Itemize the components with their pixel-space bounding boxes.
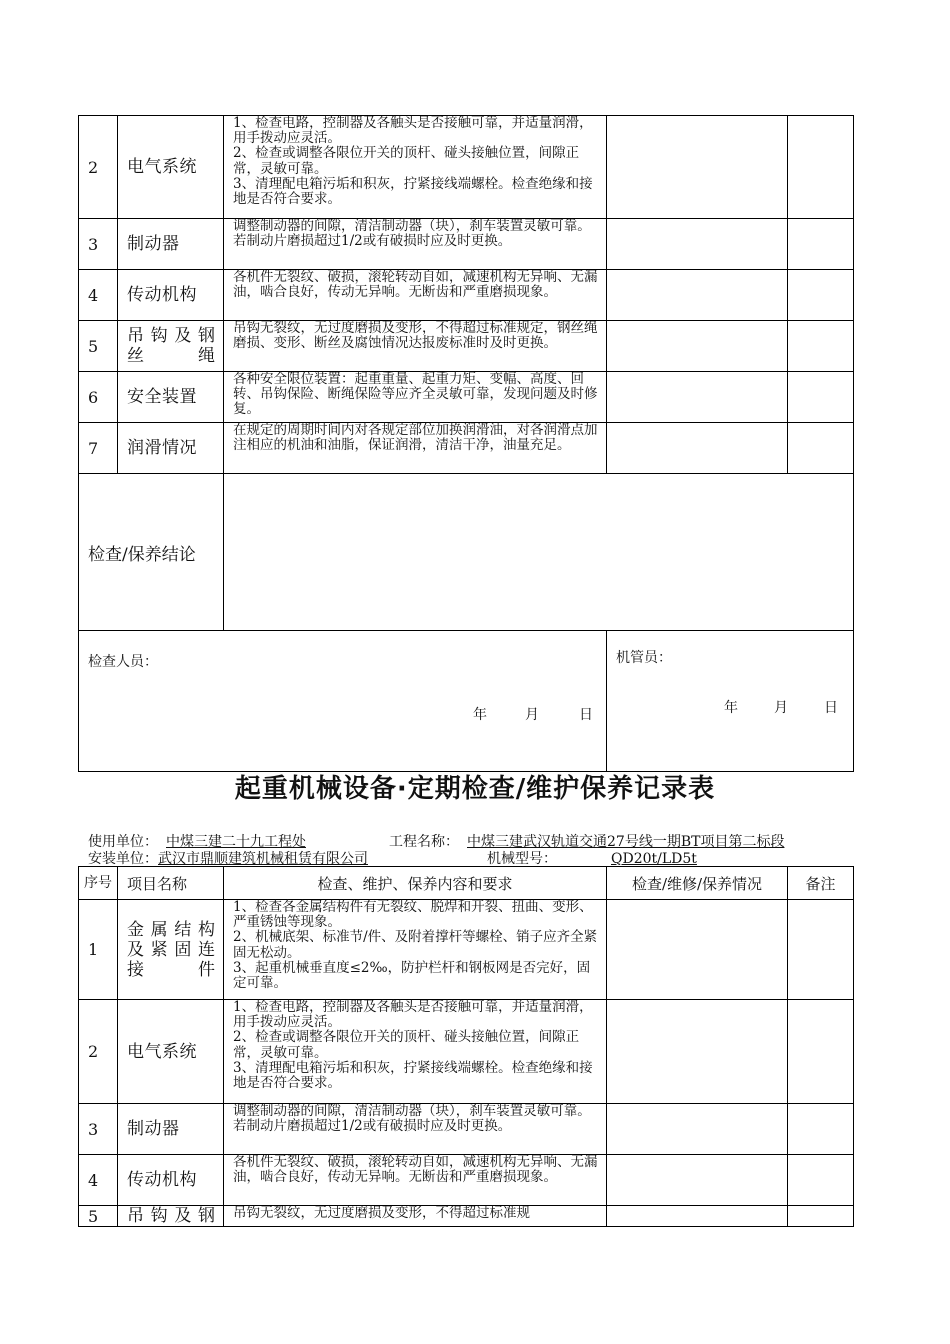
note-field[interactable]	[788, 1000, 854, 1104]
item-name: 传动机构	[118, 1155, 224, 1206]
note-field[interactable]	[788, 1206, 854, 1227]
inspector-cell[interactable]	[79, 631, 607, 772]
inspector-date	[473, 704, 593, 724]
status-field[interactable]	[607, 1104, 788, 1155]
requirement-line: 2、检查或调整各限位开关的顶杆、碰头接触位置，间隙正常，灵敏可靠。	[233, 145, 580, 177]
item-requirements	[224, 1206, 607, 1227]
bottom-inspection-table	[78, 866, 854, 1227]
requirement-line: 调整制动器的间隙，清洁制动器（块），刹车装置灵敏可靠。若制动片磨损超过1/2或有破损时应及时更换。	[233, 1103, 591, 1135]
note-field[interactable]	[788, 423, 854, 474]
item-requirements	[224, 900, 607, 1000]
item-requirements	[224, 219, 607, 270]
table-row	[79, 321, 854, 372]
manager-cell[interactable]	[607, 631, 854, 772]
requirement-line: 调整制动器的间隙，清洁制动器（块），刹车装置灵敏可靠。若制动片磨损超过1/2或有破损时应及时更换。	[233, 218, 591, 250]
row-number: 5	[79, 1206, 118, 1227]
row-number: 6	[79, 372, 118, 423]
status-field[interactable]	[607, 1000, 788, 1104]
inspector-label: 检查人员：	[88, 654, 158, 670]
item-name: 制动器	[118, 219, 224, 270]
row-number: 4	[79, 1155, 118, 1206]
model-label: 机械型号：	[487, 851, 557, 867]
row-number: 2	[79, 116, 118, 219]
item-requirements	[224, 1155, 607, 1206]
date-day: 日	[824, 700, 838, 716]
status-field[interactable]	[607, 423, 788, 474]
header-name: 项目名称	[118, 867, 224, 900]
note-field[interactable]	[788, 900, 854, 1000]
item-name: 金属结构及紧固连接件	[118, 900, 224, 1000]
install-unit-label: 安装单位：	[88, 851, 158, 867]
note-field[interactable]	[788, 219, 854, 270]
item-requirements	[224, 321, 607, 372]
table-row	[79, 423, 854, 474]
conclusion-label: 检查/保养结论	[79, 474, 224, 631]
table-row	[79, 1155, 854, 1206]
note-field[interactable]	[788, 270, 854, 321]
top-inspection-table	[78, 115, 854, 772]
date-day: 日	[579, 707, 593, 723]
item-name: 传动机构	[118, 270, 224, 321]
status-field[interactable]	[607, 1206, 788, 1227]
table-row	[79, 219, 854, 270]
manager-date	[724, 697, 838, 717]
note-field[interactable]	[788, 372, 854, 423]
status-field[interactable]	[607, 321, 788, 372]
note-field[interactable]	[788, 321, 854, 372]
item-requirements	[224, 372, 607, 423]
requirement-line: 3、起重机械垂直度≤2‰，防护栏杆和钢板网是否完好，固定可靠。	[233, 959, 591, 992]
item-name: 安全装置	[118, 372, 224, 423]
model-value: QD20t/LD5t	[611, 851, 697, 867]
table-row	[79, 900, 854, 1000]
item-name: 吊钩及钢丝绳	[118, 321, 224, 372]
install-unit-line	[88, 848, 368, 868]
item-requirements	[224, 270, 607, 321]
item-requirements	[224, 423, 607, 474]
document-title: 起重机械设备·定期检查/维护保养记录表	[234, 774, 716, 804]
requirement-line: 3、清理配电箱污垢和积灰，拧紧接线端螺栓。检查绝缘和接地是否符合要求。	[233, 175, 593, 208]
item-name: 电气系统	[118, 1000, 224, 1104]
item-requirements	[224, 116, 607, 219]
status-field[interactable]	[607, 270, 788, 321]
table-row	[79, 372, 854, 423]
status-field[interactable]	[607, 900, 788, 1000]
table-row	[79, 1206, 854, 1227]
header-status: 检查/维修/保养情况	[607, 867, 788, 900]
status-field[interactable]	[607, 1155, 788, 1206]
requirement-line: 吊钩无裂纹，无过度磨损及变形，不得超过标准规	[233, 1205, 530, 1221]
requirement-line: 各机件无裂纹、破损，滚轮转动自如，减速机构无异响、无漏油，啮合良好，传动无异响。无断齿和严重磨损现象。	[233, 269, 598, 301]
row-number: 3	[79, 219, 118, 270]
header-note: 备注	[788, 867, 854, 900]
item-requirements	[224, 1104, 607, 1155]
model-line	[487, 848, 815, 868]
requirement-line: 各种安全限位装置：起重重量、起重力矩、变幅、高度、回转、吊钩保险、断绳保险等应齐全灵敏可靠，发现问题及时修复。	[233, 371, 598, 418]
requirement-line: 2、检查或调整各限位开关的顶杆、碰头接触位置，间隙正常，灵敏可靠。	[233, 1029, 580, 1061]
item-name: 制动器	[118, 1104, 224, 1155]
row-number: 7	[79, 423, 118, 474]
row-number: 3	[79, 1104, 118, 1155]
date-year: 年	[724, 700, 738, 716]
date-month: 月	[774, 700, 788, 716]
project-value: 中煤三建武汉轨道交通27号线一期BT项目第二标段	[467, 834, 785, 850]
requirement-line: 吊钩无裂纹，无过度磨损及变形，不得超过标准规定，钢丝绳磨损、变形、断丝及腐蚀情况达报废标准时及时更换。	[233, 320, 598, 352]
row-number: 2	[79, 1000, 118, 1104]
status-field[interactable]	[607, 116, 788, 219]
user-unit-value: 中煤三建二十九工程处	[166, 834, 306, 850]
header-no: 序号	[79, 867, 118, 900]
table-row	[79, 116, 854, 219]
requirement-line: 在规定的周期时间内对各规定部位加换润滑油，对各润滑点加注相应的机油和油脂，保证润滑，清洁干净，油量充足。	[233, 422, 598, 454]
row-number: 1	[79, 900, 118, 1000]
project-label: 工程名称：	[389, 834, 459, 850]
user-unit-label: 使用单位：	[88, 834, 158, 850]
table-row	[79, 1000, 854, 1104]
item-name: 润滑情况	[118, 423, 224, 474]
requirement-line: 各机件无裂纹、破损，滚轮转动自如，减速机构无异响、无漏油，啮合良好，传动无异响。无断齿和严重磨损现象。	[233, 1154, 598, 1186]
row-number: 4	[79, 270, 118, 321]
note-field[interactable]	[788, 1104, 854, 1155]
date-year: 年	[473, 707, 487, 723]
requirement-line: 3、清理配电箱污垢和积灰，拧紧接线端螺栓。检查绝缘和接地是否符合要求。	[233, 1059, 593, 1092]
table-row	[79, 1104, 854, 1155]
requirement-line: 1、检查各金属结构件有无裂纹、脱焊和开裂、扭曲、变形、严重锈蚀等现象。	[233, 899, 593, 931]
row-number: 5	[79, 321, 118, 372]
item-name: 电气系统	[118, 116, 224, 219]
note-field[interactable]	[788, 1155, 854, 1206]
conclusion-row	[79, 474, 854, 631]
requirement-line: 1、检查电路，控制器及各触头是否接触可靠，并适量润滑，用手拨动应灵活。	[233, 115, 593, 147]
manager-label: 机管员：	[616, 650, 672, 666]
install-unit-value: 武汉市鼎顺建筑机械租赁有限公司	[158, 851, 368, 867]
header-row	[79, 867, 854, 900]
conclusion-field[interactable]	[224, 474, 854, 631]
requirement-line: 2、机械底架、标准节/件、及附着撑杆等螺栓、销子应齐全紧固无松动。	[233, 929, 598, 961]
date-month: 月	[525, 707, 539, 723]
status-field[interactable]	[607, 372, 788, 423]
note-field[interactable]	[788, 116, 854, 219]
item-name: 吊钩及钢	[118, 1206, 224, 1227]
signature-row	[79, 631, 854, 772]
item-requirements	[224, 1000, 607, 1104]
requirement-line: 1、检查电路，控制器及各触头是否接触可靠，并适量润滑，用手拨动应灵活。	[233, 999, 593, 1031]
header-content: 检查、维护、保养内容和要求	[224, 867, 607, 900]
table-row	[79, 270, 854, 321]
status-field[interactable]	[607, 219, 788, 270]
